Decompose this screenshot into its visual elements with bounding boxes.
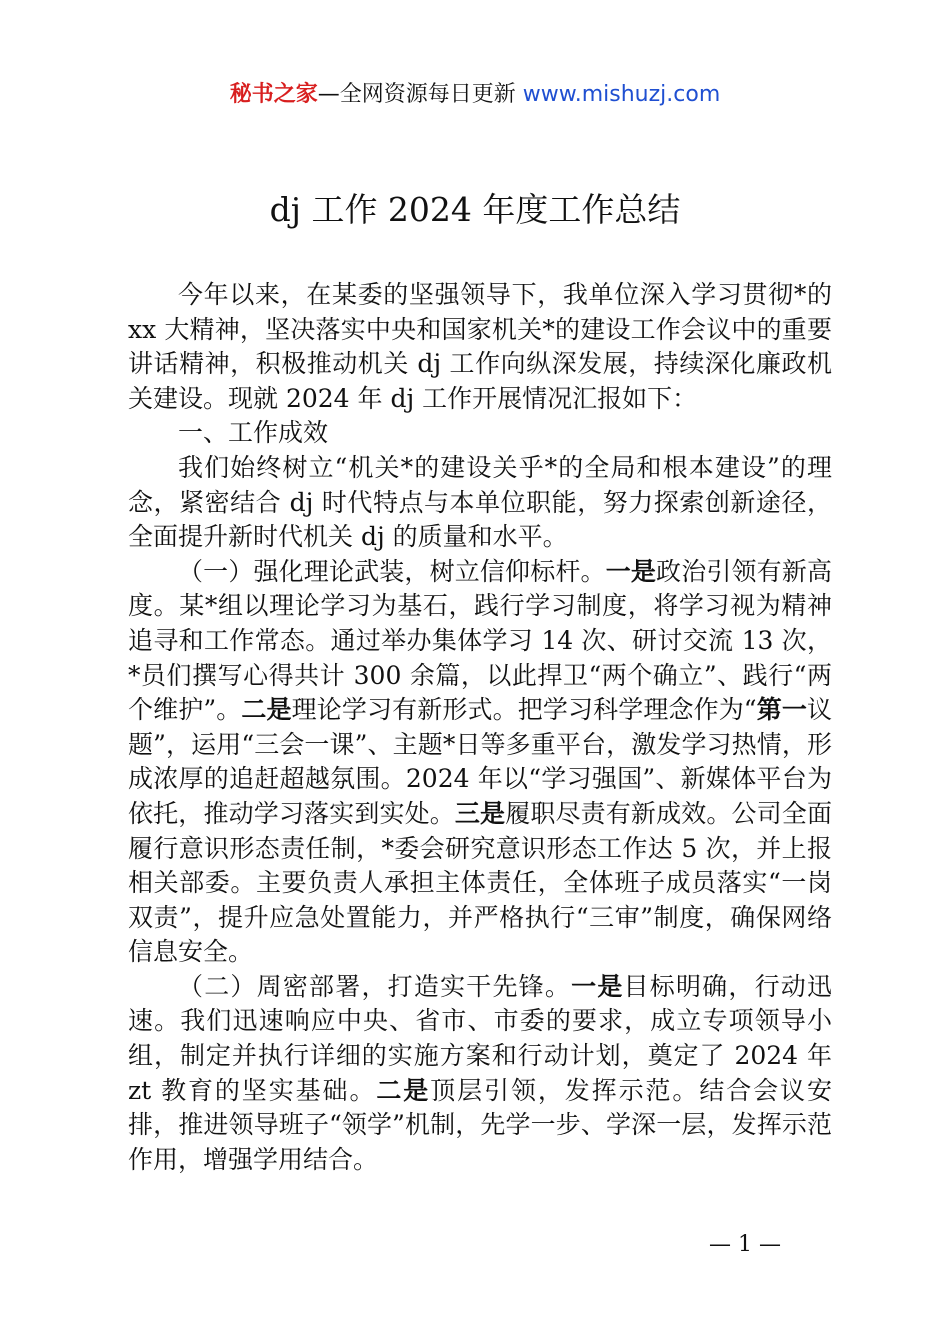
point-marker: 二是 (241, 695, 292, 725)
document-body (128, 278, 832, 1177)
document-title: dj 工作 2024 年度工作总结 (269, 190, 681, 229)
part2-paragraph (128, 970, 832, 1178)
point-text: 政治引领有新高度。某*组以理论学习为基石，践行学习制度，将学习视为精神追寻和工作常态。通过举办集体学习 14 次、研讨交流 13 次，*员们撰写心得共计 300 余篇，以此捍卫“两个确立”、践行“两个维护”。 (128, 556, 832, 725)
header-tagline: —全网资源每日更新 (317, 82, 516, 107)
section-heading: 一、工作成效 (178, 418, 329, 448)
point-text: 理论学习有新形式。把学习科学理念作为“ (291, 695, 757, 725)
emphasis-text: 第一 (756, 695, 807, 725)
point-text: 目标明确，行动迅速。我们迅速响应中央、省市、市委的要求，成立专项领导小组，制定并执行详细的实施方案和行动计划，奠定了 2024 年 zt 教育的坚实基础。 (128, 971, 832, 1105)
header-brand: 秘书之家 (229, 82, 318, 107)
point-marker: 一是 (605, 556, 657, 586)
section-intro-paragraph: 我们始终树立“机关*的建设关乎*的全局和根本建设”的理念，紧密结合 dj 时代特点与本单位职能，努力探索创新途径，全面提升新时代机关 dj 的质量和水平。 (128, 452, 832, 552)
part1-heading: （一）强化理论武装，树立信仰标杆。 (178, 556, 606, 586)
page-number: — 1 — (709, 1232, 781, 1257)
point-marker: 一是 (571, 971, 624, 1001)
site-header (0, 78, 950, 112)
point-text: 顶层引领，发挥示范。结合会议安排，推进领导班子“领学”机制，先学一步、学深一层，发挥示范作用，增强学用结合。 (128, 1075, 832, 1174)
point-text: 履职尽责有新成效。公司全面履行意识形态责任制，*委会研究意识形态工作达 5 次，并上报相关部委。主要负责人承担主体责任，全体班子成员落实“一岗双责”，提升应急处置能力，并严格执行“三审”制度，确保网络信息安全。 (128, 798, 832, 967)
intro-paragraph: 今年以来，在某委的坚强领导下，我单位深入学习贯彻*的 xx 大精神，坚决落实中央和国家机关*的建设工作会议中的重要讲话精神，积极推动机关 dj 工作向纵深发展，持续深化廉政机关建设。现就 2024 年 dj 工作开展情况汇报如下： (128, 280, 832, 413)
point-text: 议题”，运用“三会一课”、主题*日等多重平台，激发学习热情，形成浓厚的追赶超越氛围。2024 年以“学习强国”、新媒体平台为依托，推动学习落实到实处。 (128, 695, 832, 828)
point-marker: 三是 (454, 798, 506, 828)
header-url-link[interactable]: www.mishuzj.com (522, 82, 721, 107)
part1-paragraph (128, 555, 832, 970)
part2-heading: （二）周密部署，打造实干先锋。 (178, 971, 572, 1001)
point-marker: 二是 (376, 1075, 431, 1105)
